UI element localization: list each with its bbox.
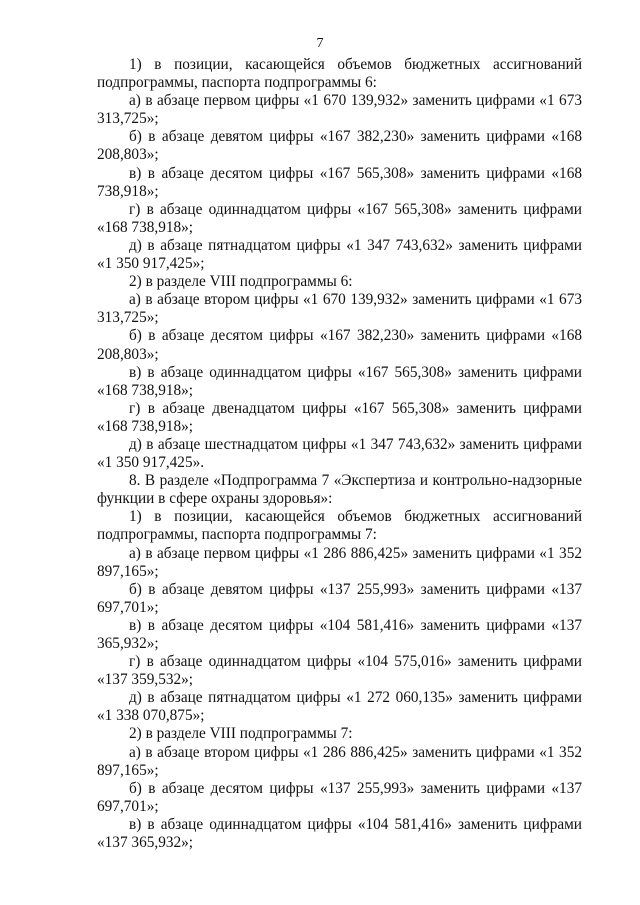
paragraph: б) в абзаце девятом цифры «137 255,993» заменить цифрами «137 697,701»; (97, 580, 582, 616)
paragraph: 8. В разделе «Подпрограмма 7 «Экспертиза и контрольно-надзорные функции в сфере охраны здоровья»: (97, 472, 582, 508)
paragraph: д) в абзаце шестнадцатом цифры «1 347 743,632» заменить цифрами «1 350 917,425». (97, 435, 582, 472)
paragraph: г) в абзаце двенадцатом цифры «167 565,308» заменить цифрами «168 738,918»; (97, 399, 582, 435)
document-body (97, 56, 582, 852)
paragraph: а) в абзаце втором цифры «1 670 139,932» заменить цифрами «1 673 313,725»; (97, 291, 582, 327)
paragraph: в) в абзаце одиннадцатом цифры «104 581,416» заменить цифрами «137 365,932»; (97, 815, 582, 852)
paragraph: г) в абзаце одиннадцатом цифры «104 575,016» заменить цифрами «137 359,532»; (97, 653, 582, 689)
paragraph: д) в абзаце пятнадцатом цифры «1 272 060,135» заменить цифрами «1 338 070,875»; (97, 689, 582, 725)
paragraph: в) в абзаце одиннадцатом цифры «167 565,308» заменить цифрами «168 738,918»; (97, 363, 582, 399)
paragraph: а) в абзаце втором цифры «1 286 886,425» заменить цифрами «1 352 897,165»; (97, 743, 582, 779)
paragraph: в) в абзаце десятом цифры «167 565,308» заменить цифрами «168 738,918»; (97, 164, 582, 200)
paragraph: 2) в разделе VIII подпрограммы 7: (129, 725, 353, 743)
page-number: 7 (316, 36, 324, 51)
paragraph: 1) в позиции, касающейся объемов бюджетных ассигнований подпрограммы, паспорта подпрограммы 7: (97, 508, 582, 544)
paragraph: 2) в разделе VIII подпрограммы 6: (129, 273, 353, 291)
paragraph: а) в абзаце первом цифры «1 670 139,932» заменить цифрами «1 673 313,725»; (97, 92, 582, 128)
paragraph: б) в абзаце десятом цифры «137 255,993» заменить цифрами «137 697,701»; (97, 779, 582, 815)
paragraph: д) в абзаце пятнадцатом цифры «1 347 743,632» заменить цифрами «1 350 917,425»; (97, 236, 582, 273)
paragraph: б) в абзаце десятом цифры «167 382,230» заменить цифрами «168 208,803»; (97, 327, 582, 363)
paragraph: в) в абзаце десятом цифры «104 581,416» заменить цифрами «137 365,932»; (97, 616, 582, 652)
paragraph: 1) в позиции, касающейся объемов бюджетных ассигнований подпрограммы, паспорта подпрограммы 6: (97, 56, 582, 92)
paragraph: г) в абзаце одиннадцатом цифры «167 565,308» заменить цифрами «168 738,918»; (97, 200, 582, 236)
paragraph: а) в абзаце первом цифры «1 286 886,425» заменить цифрами «1 352 897,165»; (97, 544, 582, 580)
paragraph: б) в абзаце девятом цифры «167 382,230» заменить цифрами «168 208,803»; (97, 128, 582, 164)
